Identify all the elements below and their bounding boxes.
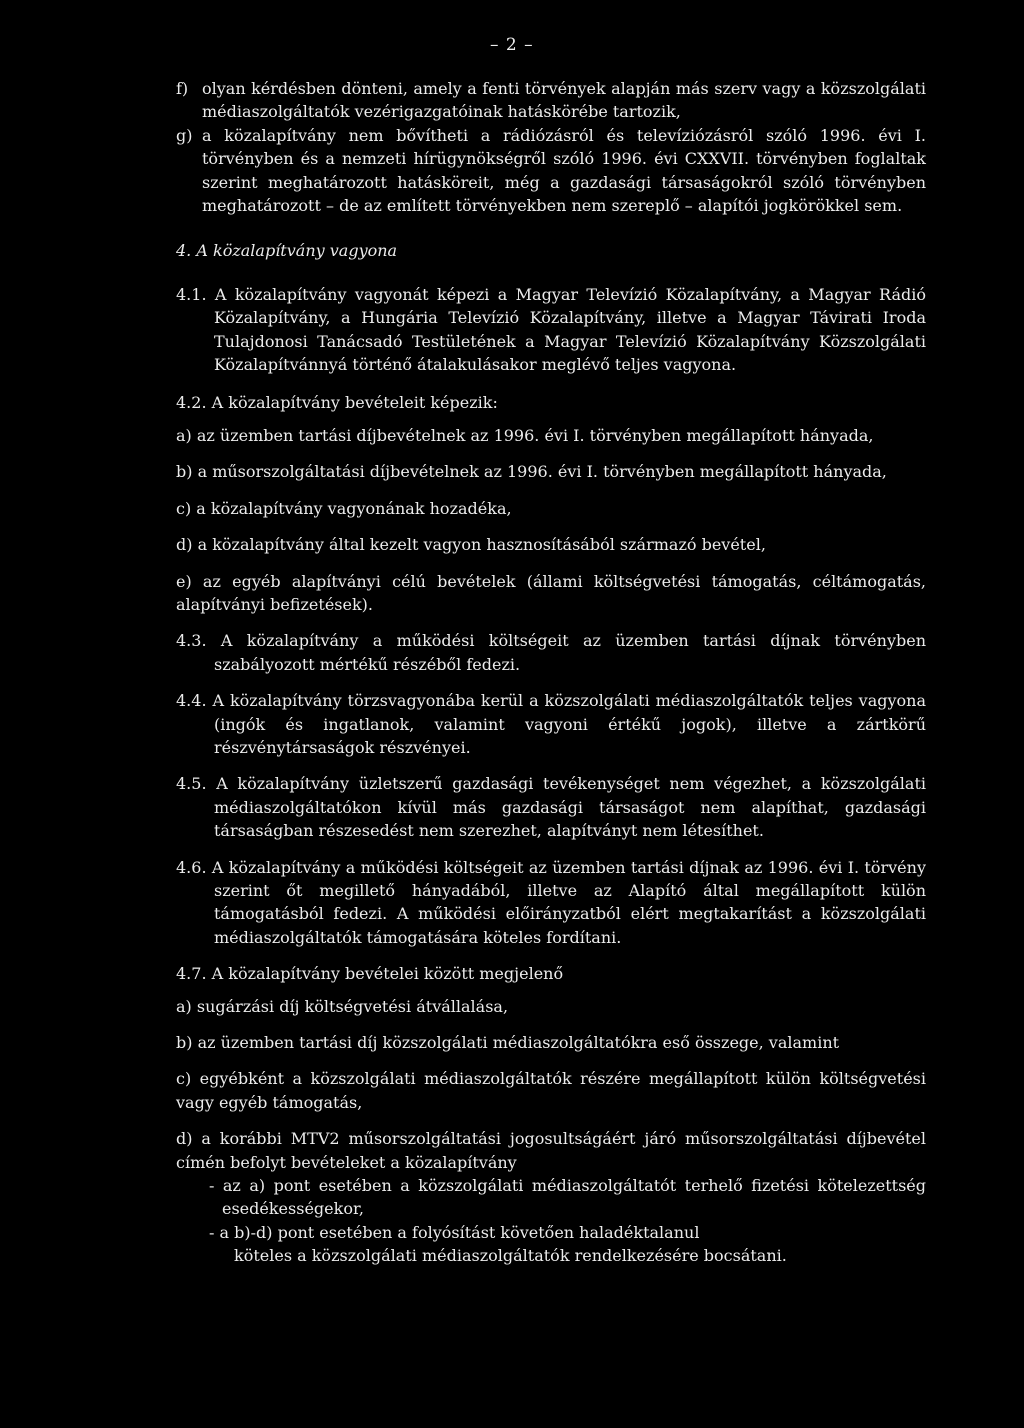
list-item: c) egyébként a közszolgálati médiaszolgáltatók részére megállapított külön költségvetési vagy egyéb támogatás, [176, 1069, 926, 1112]
paragraph-text: A közalapítvány vagyonát képezi a Magyar Televízió Közalapítvány, a Magyar Rádió Közalapítvány, a Hungária Televízió Közalapítvány, illetve a Magyar Távirati Iroda Tulajdonosi Tanácsadó Testületének a Magyar Televízió Közalapítvány Közszolgálati Közalapítvánnyá történő átalakulásakor meglévő teljes vagyona. [214, 284, 927, 375]
paragraph-number: 4.1. [176, 284, 207, 304]
list-item: e) az egyéb alapítványi célú bevételek (állami költségvetési támogatás, céltámogatás, alapítványi befizetések). [176, 571, 926, 614]
section-heading: 4. A közalapítvány vagyona [176, 241, 398, 261]
document-body [0, 77, 1024, 1268]
list-item: d) a korábbi MTV2 műsorszolgáltatási jogosultságáért járó műsorszolgáltatási díjbevétel címén befolyt bevételeket a közalapítvány [176, 1129, 926, 1172]
paragraph-number: 4.5. [176, 774, 207, 794]
paragraph-text: A közalapítvány a működési költségeit az üzemben tartási díjnak az 1996. évi I. törvény szerint őt megillető hányadából, illetve az Alapító által megállapított külön támogatásból fedezi. A működési előirányzatból elért megtakarítást a közszolgálati médiaszolgáltatók támogatására köteles fordítani. [211, 857, 926, 947]
item-label: f) [176, 79, 189, 98]
paragraph-4-3 [38, 629, 1024, 676]
dash-item: - az a) pont esetében a közszolgálati médiaszolgáltatót terhelő fizetési kötelezettség esedékességekor, [209, 1176, 926, 1219]
paragraph-text: A közalapítvány üzletszerű gazdasági tevékenységet nem végezhet, a közszolgálati médiaszolgáltatókon kívül más gazdasági társaságot nem alapíthat, gazdasági társaságban részesedést nem szerezhet, alapítványt nem létesíthet. [214, 774, 926, 841]
paragraph-4-2 [38, 391, 1024, 414]
paragraph-4-1 [38, 283, 1024, 377]
paragraph-number: 4.4. [176, 691, 207, 711]
list-item: b) az üzemben tartási díj közszolgálati médiaszolgáltatókra eső összege, valamint [176, 1033, 840, 1052]
item-text: olyan kérdésben dönteni, amely a fenti törvények alapján más szerv vagy a közszolgálati médiaszolgáltatók vezérigazgatóinak hatáskörébe tartozik, [202, 79, 926, 122]
page-number: – 2 – [490, 35, 534, 55]
list-item [0, 77, 1024, 124]
item-label: g) [176, 125, 193, 145]
paragraph-number: 4.6. [176, 857, 207, 877]
paragraph-text: A közalapítvány a működési költségeit az üzemben tartási díjnak törvényben szabályozott mértékű részéből fedezi. [214, 631, 926, 674]
closing-text: köteles a közszolgálati médiaszolgáltatók rendelkezésére bocsátani. [234, 1246, 787, 1266]
item-text: a közalapítvány nem bővítheti a rádiózásról és televíziózásról szóló 1996. évi I. törvényben és a nemzeti hírügynökségről szóló 1996. évi CXXVII. törvényben foglaltak szerint meghatározott hatásköreit, még a gazdasági társaságokról szóló törvényben meghatározott – de az említett törvényekben nem szereplő – alapítói jogkörökkel sem. [202, 125, 926, 216]
list-item: d) a közalapítvány által kezelt vagyon hasznosításából származó bevétel, [176, 535, 766, 555]
list-item [0, 124, 1024, 218]
paragraph-number: 4.2. [176, 393, 207, 413]
paragraph-4-4 [38, 689, 1024, 759]
paragraph-text: A közalapítvány bevételeit képezik: [211, 393, 498, 413]
list-item: b) a műsorszolgáltatási díjbevételnek az 1996. évi I. törvényben megállapított hányada, [176, 462, 887, 482]
paragraph-4-6 [38, 856, 1024, 950]
paragraph-number: 4.3. [176, 631, 207, 651]
paragraph-number: 4.7. [176, 964, 207, 984]
paragraph-4-5 [38, 772, 1024, 842]
paragraph-text: A közalapítvány bevételei között megjelenő [211, 964, 564, 984]
paragraph-4-7 [38, 962, 1024, 985]
dash-item: - a b)-d) pont esetében a folyósítást követően haladéktalanul [209, 1222, 700, 1242]
list-item: a) sugárzási díj költségvetési átvállalása, [176, 996, 509, 1016]
paragraph-text: A közalapítvány törzsvagyonába kerül a közszolgálati médiaszolgáltatók teljes vagyona (ingók és ingatlanok, valamint vagyoni értékű jogok), illetve a zártkörű részvénytársaságok részvényei. [212, 691, 927, 757]
list-item: c) a közalapítvány vagyonának hozadéka, [176, 498, 512, 518]
list-item: a) az üzemben tartási díjbevételnek az 1996. évi I. törvényben megállapított hányada, [176, 425, 874, 445]
